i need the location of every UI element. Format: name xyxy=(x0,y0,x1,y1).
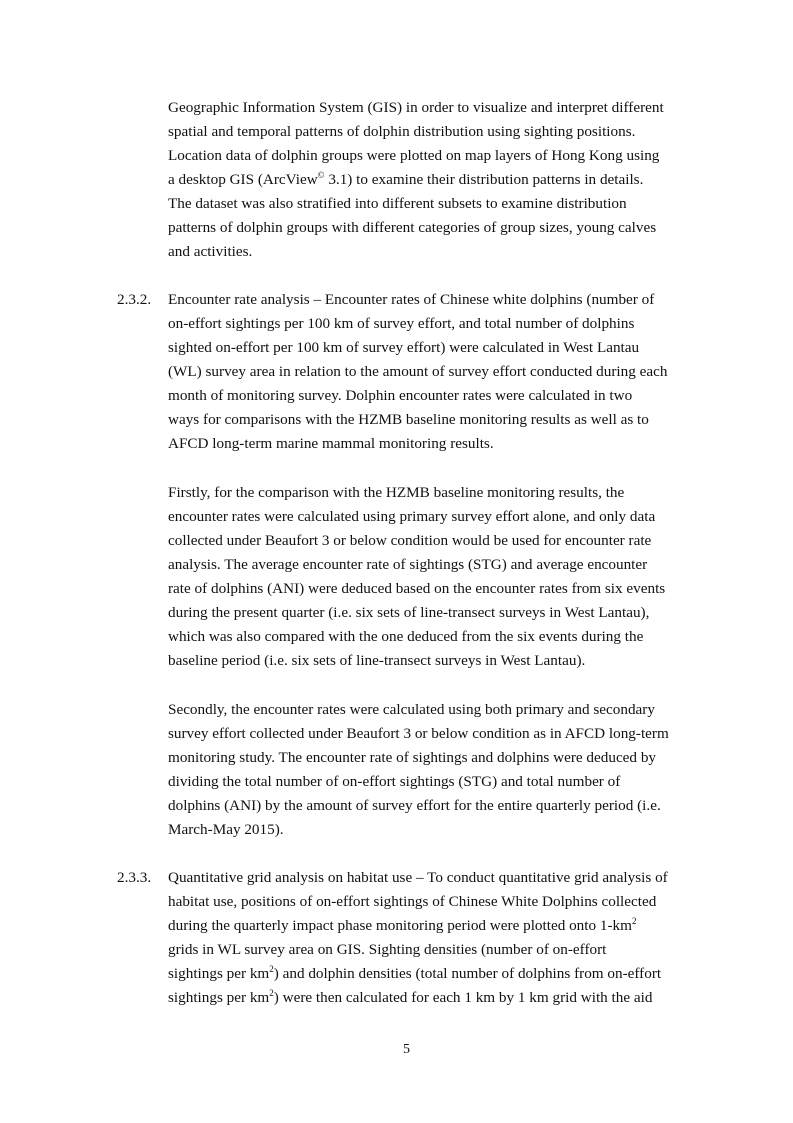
text-fragment: a desktop GIS (ArcView xyxy=(168,171,318,188)
text-line: and activities. xyxy=(168,243,253,260)
text-fragment: during the quarterly impact phase monitoring period were plotted onto 1-km xyxy=(168,917,632,934)
section-2-3-2-paragraph-2 xyxy=(168,481,698,673)
text-line xyxy=(168,914,698,938)
section-number-2-3-3: 2.3.3. xyxy=(117,869,152,886)
section-number-2-3-2: 2.3.2. xyxy=(117,291,152,308)
text-line: which was also compared with the one deduced from the six events during the xyxy=(168,628,644,645)
section-2-3-2-paragraph-1 xyxy=(168,288,698,456)
section-2-3-3-paragraph-1 xyxy=(168,866,698,1010)
text-line: baseline period (i.e. six sets of line-transect surveys in West Lantau). xyxy=(168,652,586,669)
superscript-2: 2 xyxy=(269,964,274,974)
text-line: encounter rates were calculated using primary survey effort alone, and only data xyxy=(168,508,656,525)
text-line: habitat use, positions of on-effort sightings of Chinese White Dolphins collected xyxy=(168,893,657,910)
text-line: Quantitative grid analysis on habitat use – To conduct quantitative grid analysis of xyxy=(168,869,668,886)
intro-paragraph xyxy=(168,96,698,264)
text-line: The dataset was also stratified into different subsets to examine distribution xyxy=(168,195,627,212)
text-line: March-May 2015). xyxy=(168,821,284,838)
text-line: dividing the total number of on-effort sightings (STG) and total number of xyxy=(168,773,621,790)
text-line: grids in WL survey area on GIS. Sighting densities (number of on-effort xyxy=(168,941,607,958)
section-2-3-2-paragraph-3 xyxy=(168,698,698,842)
text-line: spatial and temporal patterns of dolphin distribution using sighting positions. xyxy=(168,123,636,140)
text-line: dolphins (ANI) by the amount of survey effort for the entire quarterly period (i.e. xyxy=(168,797,661,814)
text-line: survey effort collected under Beaufort 3 or below condition as in AFCD long-term xyxy=(168,725,669,742)
text-line: monitoring study. The encounter rate of sightings and dolphins were deduced by xyxy=(168,749,657,766)
text-line: sighted on-effort per 100 km of survey effort) were calculated in West Lantau xyxy=(168,339,640,356)
text-line: (WL) survey area in relation to the amount of survey effort conducted during each xyxy=(168,363,668,380)
superscript-2: 2 xyxy=(631,916,637,926)
text-line: Location data of dolphin groups were plotted on map layers of Hong Kong using xyxy=(168,147,660,164)
text-line: Encounter rate analysis – Encounter rates of Chinese white dolphins (number of xyxy=(168,291,655,308)
text-line: Secondly, the encounter rates were calculated using both primary and secondary xyxy=(168,701,655,718)
text-line: Geographic Information System (GIS) in order to visualize and interpret different xyxy=(168,99,664,116)
page-number: 5 xyxy=(403,1042,410,1057)
text-fragment: sightings per km xyxy=(168,965,270,982)
text-line: Firstly, for the comparison with the HZMB baseline monitoring results, the xyxy=(168,484,625,501)
text-fragment: 3.1) to examine their distribution patterns in details. xyxy=(324,171,644,188)
text-line xyxy=(168,168,698,192)
text-fragment: ) were then calculated for each 1 km by 1 km grid with the aid xyxy=(273,989,653,1006)
text-line xyxy=(168,986,698,1010)
text-line: collected under Beaufort 3 or below condition would be used for encounter rate xyxy=(168,532,652,549)
text-line: AFCD long-term marine mammal monitoring results. xyxy=(168,435,494,452)
text-line: patterns of dolphin groups with different categories of group sizes, young calves xyxy=(168,219,657,236)
superscript-2: 2 xyxy=(269,988,274,998)
text-fragment: sightings per km xyxy=(168,989,270,1006)
text-line: month of monitoring survey. Dolphin encounter rates were calculated in two xyxy=(168,387,633,404)
text-line: analysis. The average encounter rate of sightings (STG) and average encounter xyxy=(168,556,648,573)
text-line: on-effort sightings per 100 km of survey effort, and total number of dolphins xyxy=(168,315,635,332)
text-line: ways for comparisons with the HZMB baseline monitoring results as well as to xyxy=(168,411,649,428)
text-line xyxy=(168,962,698,986)
copyright-superscript: © xyxy=(317,170,325,180)
text-fragment: ) and dolphin densities (total number of dolphins from on-effort xyxy=(273,965,662,982)
text-line: during the present quarter (i.e. six sets of line-transect surveys in West Lantau), xyxy=(168,604,650,621)
text-line: rate of dolphins (ANI) were deduced based on the encounter rates from six events xyxy=(168,580,666,597)
